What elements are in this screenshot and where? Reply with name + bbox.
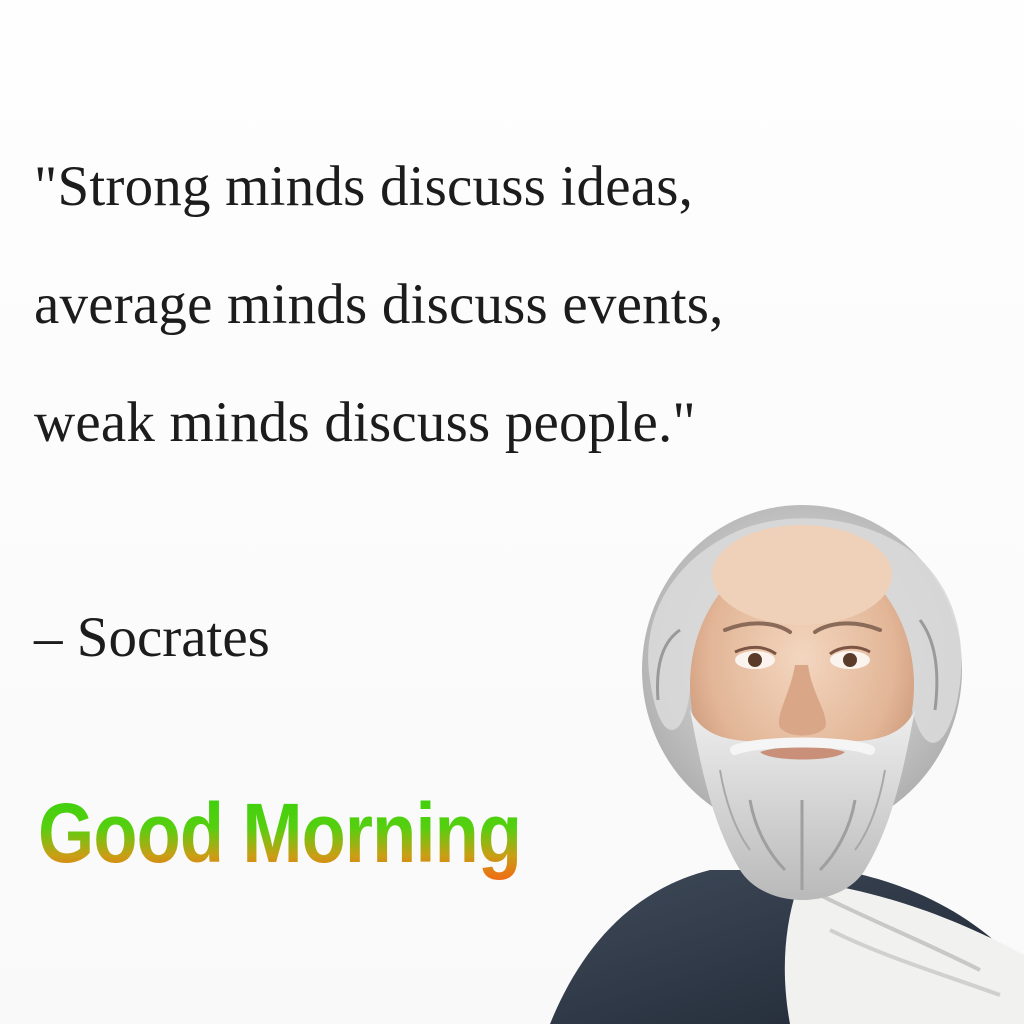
socrates-portrait-icon bbox=[540, 500, 1024, 1024]
quote-line-2: average minds discuss events, bbox=[34, 273, 724, 336]
good-morning-greeting: Good Morning bbox=[38, 778, 521, 888]
quote-line-1: "Strong minds discuss ideas, bbox=[34, 155, 694, 218]
quote-author: – Socrates bbox=[34, 606, 270, 669]
quote-text bbox=[34, 128, 984, 482]
quote-line-3: weak minds discuss people." bbox=[34, 391, 696, 454]
